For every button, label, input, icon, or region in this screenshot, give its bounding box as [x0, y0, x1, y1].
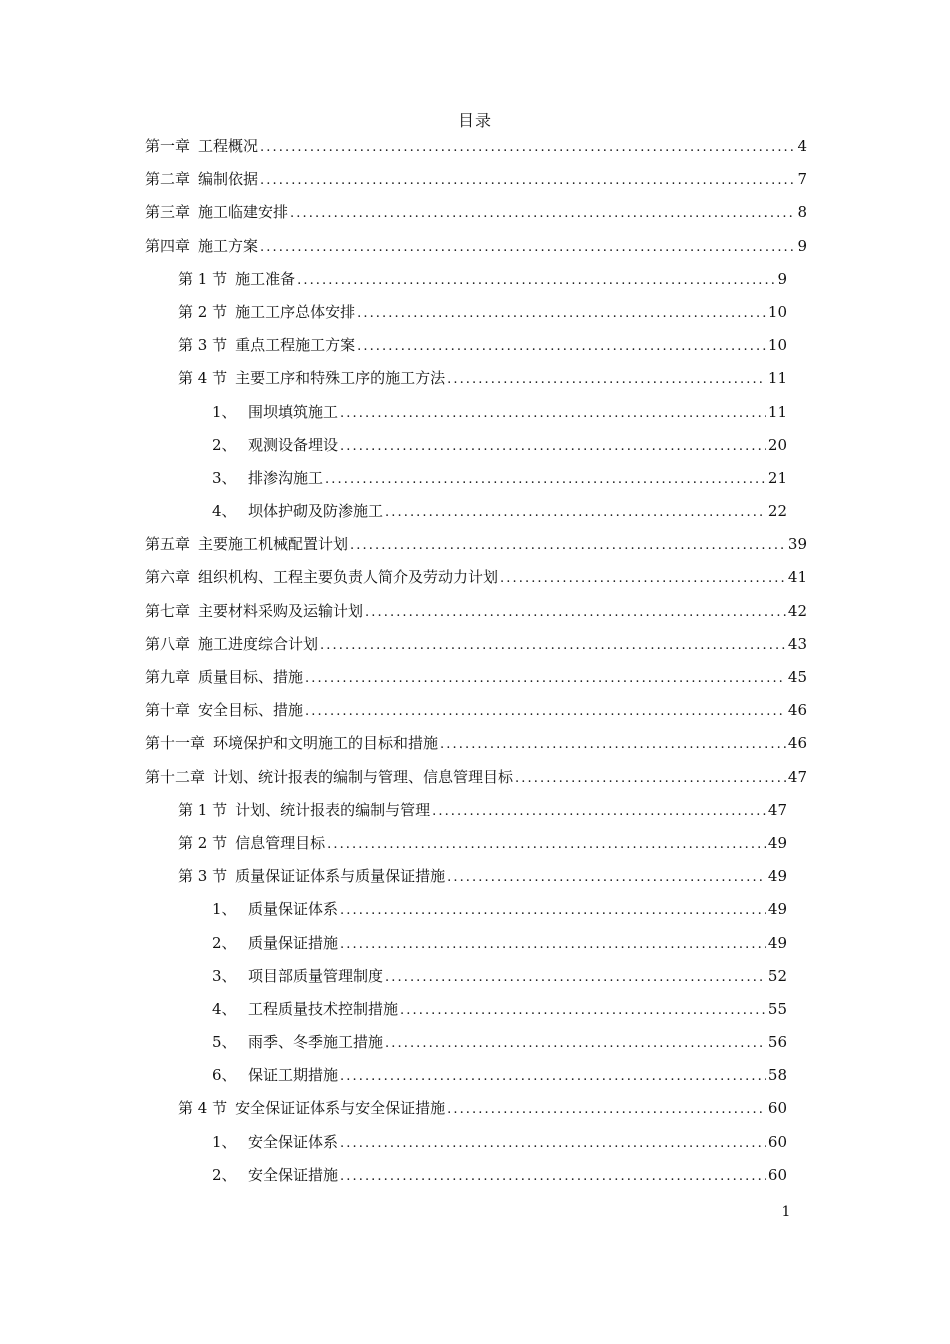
toc-entry-page-number: 52 [767, 966, 787, 985]
toc-entry-label: 重点工程施工方案 [235, 336, 356, 355]
toc-entry[interactable] [145, 1126, 807, 1159]
toc-entry-number: 第九章 [145, 668, 191, 686]
toc-entry-page-number: 9 [797, 236, 807, 255]
toc-entry-number: 第 3 节 [178, 336, 228, 355]
toc-entry-page-number: 56 [767, 1033, 787, 1052]
dot-leader [305, 662, 786, 695]
toc-entry[interactable] [145, 1026, 807, 1059]
toc-entry-number: 第一章 [145, 137, 191, 155]
toc-entry-page-number: 41 [787, 568, 807, 587]
toc-entry-label: 质量保证证体系与质量保证措施 [235, 867, 446, 886]
toc-entry-page-number: 60 [767, 1132, 787, 1151]
dot-leader [432, 795, 766, 828]
toc-entry-label: 工程概况 [198, 137, 259, 155]
toc-entry-number: 第三章 [145, 203, 191, 222]
toc-entry-label: 施工进度综合计划 [198, 634, 319, 653]
toc-entry-number: 第八章 [145, 634, 191, 653]
toc-entry-label: 主要施工机械配置计划 [198, 535, 349, 554]
dot-leader [385, 961, 766, 994]
toc-entry-page-number: 21 [767, 468, 787, 487]
dot-leader [290, 197, 795, 230]
toc-entry-label: 工程质量技术控制措施 [248, 999, 399, 1018]
toc-entry-number: 第 4 节 [178, 369, 228, 388]
toc-entry[interactable] [145, 263, 807, 296]
toc-entry-label: 施工临建安排 [198, 203, 289, 222]
toc-entry-label: 编制依据 [198, 170, 259, 189]
toc-entry-number: 第十一章 [145, 734, 206, 753]
toc-entry[interactable] [145, 1159, 807, 1192]
toc-entry[interactable] [145, 1059, 807, 1092]
toc-entry[interactable] [145, 196, 807, 229]
toc-entry-number: 第 3 节 [178, 867, 228, 886]
dot-leader [320, 629, 786, 662]
toc-entry-page-number: 9 [777, 269, 787, 288]
toc-entry-number: 4、 [212, 502, 237, 521]
toc-entry-page-number: 22 [767, 502, 787, 521]
toc-entry-page-number: 45 [787, 668, 807, 686]
toc-entry-number: 第四章 [145, 236, 191, 255]
toc-entry-page-number: 46 [787, 734, 807, 753]
toc-entry[interactable] [145, 230, 807, 263]
toc-entry-label: 组织机构、工程主要负责人简介及劳动力计划 [198, 568, 499, 587]
toc-entry[interactable] [145, 827, 807, 860]
toc-entry-label: 保证工期措施 [248, 1066, 339, 1085]
toc-entry-number: 3、 [212, 966, 237, 985]
toc-entry-number: 第十章 [145, 701, 191, 720]
dot-leader [340, 1160, 766, 1193]
toc-entry-number: 第六章 [145, 568, 191, 587]
toc-entry[interactable] [145, 528, 807, 561]
toc-entry[interactable] [145, 163, 807, 196]
dot-leader [447, 1093, 766, 1126]
toc-entry[interactable] [145, 296, 807, 329]
toc-entry-page-number: 49 [767, 900, 787, 919]
dot-leader [260, 131, 795, 164]
toc-entry-number: 第七章 [145, 601, 191, 620]
dot-leader [385, 1027, 766, 1060]
toc-entry-page-number: 60 [767, 1165, 787, 1184]
toc-entry-number: 4、 [212, 999, 237, 1018]
toc-entry-number: 6、 [212, 1066, 237, 1085]
toc-entry-number: 第 1 节 [178, 269, 228, 288]
toc-entry-label: 计划、统计报表的编制与管理 [235, 800, 431, 819]
dot-leader [365, 596, 786, 629]
dot-leader [340, 1060, 766, 1093]
toc-entry-page-number: 10 [767, 336, 787, 355]
toc-title: 目录 [457, 111, 492, 130]
toc-entry-page-number: 8 [797, 203, 807, 222]
toc-entry-number: 第 1 节 [178, 800, 228, 819]
toc-entry-page-number: 60 [767, 1099, 787, 1118]
dot-leader [357, 330, 766, 363]
toc-entry-label: 计划、统计报表的编制与管理、信息管理目标 [213, 767, 514, 786]
toc-entry-number: 1、 [212, 1132, 237, 1151]
toc-entry-label: 信息管理目标 [235, 833, 326, 852]
dot-leader [340, 430, 766, 463]
toc-entry-label: 施工方案 [198, 236, 259, 255]
toc-entry-number: 2、 [212, 1165, 237, 1184]
toc-entry-label: 质量目标、措施 [198, 668, 304, 686]
dot-leader [400, 994, 766, 1027]
toc-entry-page-number: 7 [797, 170, 807, 189]
dot-leader [297, 264, 775, 297]
toc-entry-number: 2、 [212, 435, 237, 454]
dot-leader [515, 762, 786, 795]
toc-entry-label: 安全目标、措施 [198, 701, 304, 720]
toc-entry-label: 排渗沟施工 [248, 468, 324, 487]
toc-entry[interactable] [145, 462, 807, 495]
dot-leader [260, 164, 795, 197]
toc-entry[interactable] [145, 1092, 807, 1125]
toc-entry-number: 第五章 [145, 535, 191, 554]
toc-entry-label: 观测设备埋设 [248, 435, 339, 454]
toc-entry-number: 第 4 节 [178, 1099, 228, 1118]
toc-entry-number: 1、 [212, 402, 237, 421]
toc-entry-label: 施工工序总体安排 [235, 302, 356, 321]
toc-entry-page-number: 20 [767, 435, 787, 454]
toc-entry-label: 安全保证措施 [248, 1165, 339, 1184]
dot-leader [327, 828, 766, 861]
dot-leader [325, 463, 766, 496]
toc-entry[interactable] [145, 893, 807, 926]
dot-leader [500, 562, 786, 595]
toc-entry-page-number: 42 [787, 601, 807, 620]
toc-entry-number: 第二章 [145, 170, 191, 189]
toc-entry-label: 围坝填筑施工 [248, 402, 339, 421]
toc-entry-page-number: 55 [767, 999, 787, 1018]
dot-leader [305, 695, 786, 728]
toc-entry-page-number: 46 [787, 701, 807, 720]
toc-entry[interactable] [145, 628, 807, 661]
toc-entry[interactable] [145, 761, 807, 794]
toc-entry[interactable] [145, 595, 807, 628]
table-of-contents [145, 130, 807, 1192]
toc-entry[interactable] [145, 329, 807, 362]
dot-leader [447, 861, 766, 894]
toc-entry-page-number: 49 [767, 833, 787, 852]
toc-entry-page-number: 11 [767, 402, 787, 421]
toc-entry-label: 项目部质量管理制度 [248, 966, 384, 985]
toc-entry-page-number: 47 [767, 800, 787, 819]
toc-entry-page-number: 49 [767, 867, 787, 886]
toc-entry-number: 3、 [212, 468, 237, 487]
toc-entry[interactable] [145, 794, 807, 827]
toc-entry-number: 2、 [212, 933, 237, 952]
dot-leader [440, 728, 786, 761]
toc-entry-number: 1、 [212, 900, 237, 919]
dot-leader [385, 496, 766, 529]
toc-entry[interactable] [145, 429, 807, 462]
toc-entry-label: 质量保证体系 [248, 900, 339, 919]
toc-entry[interactable] [145, 396, 807, 429]
toc-entry[interactable] [145, 130, 807, 163]
dot-leader [260, 231, 795, 264]
toc-entry[interactable] [145, 860, 807, 893]
toc-entry-number: 第 2 节 [178, 302, 228, 321]
toc-entry-label: 主要材料采购及运输计划 [198, 601, 364, 620]
toc-entry-page-number: 4 [797, 137, 807, 155]
dot-leader [357, 297, 766, 330]
toc-entry-number: 第十二章 [145, 767, 206, 786]
toc-entry-label: 雨季、冬季施工措施 [248, 1033, 384, 1052]
dot-leader [350, 529, 786, 562]
toc-entry-label: 环境保护和文明施工的目标和措施 [213, 734, 439, 753]
toc-entry-page-number: 10 [767, 302, 787, 321]
toc-entry-number: 第 2 节 [178, 833, 228, 852]
toc-entry-page-number: 11 [767, 369, 787, 388]
toc-entry-page-number: 49 [767, 933, 787, 952]
toc-entry-label: 质量保证措施 [248, 933, 339, 952]
toc-entry[interactable] [145, 727, 807, 760]
toc-entry-label: 安全保证体系 [248, 1132, 339, 1151]
toc-entry[interactable] [145, 694, 807, 727]
dot-leader [340, 928, 766, 961]
toc-entry-label: 安全保证证体系与安全保证措施 [235, 1099, 446, 1118]
toc-entry-page-number: 47 [787, 767, 807, 786]
toc-entry[interactable] [145, 960, 807, 993]
toc-entry-label: 施工准备 [235, 269, 296, 288]
toc-entry[interactable] [145, 561, 807, 594]
toc-entry[interactable] [145, 661, 807, 694]
toc-entry-label: 坝体护砌及防渗施工 [248, 502, 384, 521]
toc-entry-number: 5、 [212, 1033, 237, 1052]
toc-entry[interactable] [145, 993, 807, 1026]
toc-entry[interactable] [145, 362, 807, 395]
toc-entry-page-number: 39 [787, 535, 807, 554]
dot-leader [340, 894, 766, 927]
toc-entry[interactable] [145, 927, 807, 960]
toc-entry-page-number: 58 [767, 1066, 787, 1085]
toc-entry[interactable] [145, 495, 807, 528]
footer-page-number: 1 [781, 1204, 791, 1220]
toc-entry-page-number: 43 [787, 634, 807, 653]
toc-entry-label: 主要工序和特殊工序的施工方法 [235, 369, 446, 388]
dot-leader [340, 1127, 766, 1160]
dot-leader [340, 397, 766, 430]
dot-leader [447, 363, 766, 396]
